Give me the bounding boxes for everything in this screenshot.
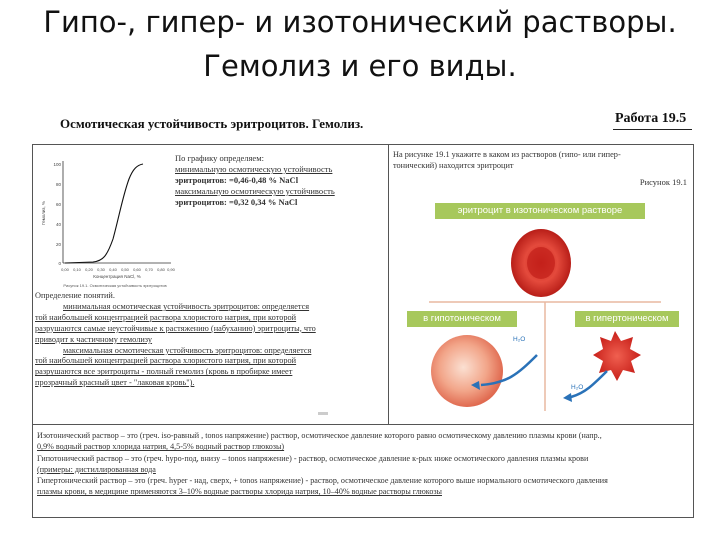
- y-tick-60: 60: [55, 202, 61, 207]
- worksheet-heading: Осмотическая устойчивость эритроцитов. Гемолиз.: [60, 116, 364, 131]
- definition-line-5: максимальная осмотическая устойчивость эритроцитов: определяется: [63, 345, 312, 355]
- y-tick-40: 40: [55, 222, 61, 227]
- x-tick-9: 0,90: [167, 267, 175, 272]
- isotonic-label-bar: эритроцит в изотоническом растворе: [435, 203, 645, 219]
- x-tick-5: 0,50: [121, 267, 129, 272]
- work-number: Работа 19.5: [613, 111, 692, 130]
- chart-y-label: Гемолиз, %: [41, 201, 46, 225]
- osmotic-resistance-chart: [35, 151, 175, 291]
- definition-line-1: минимальная осмотическая устойчивость эритроцитов: определяется: [63, 301, 310, 311]
- chart-text-line-3: эритроцитов: =0,46-0,48 % NaCl: [175, 175, 299, 185]
- hypertonic-label-bar: в гипертоническом: [575, 311, 679, 327]
- slide-title-line-2: Гемолиз и его виды.: [203, 49, 517, 83]
- definition-line-7: разрушаются все эритроциты - полный гемолиз (кровь в пробирке имеет: [35, 367, 293, 377]
- solution-def-line-4: (примеры: дистиллированная вода: [37, 464, 156, 474]
- hypertonic-erythrocyte-icon: [593, 331, 641, 381]
- erythrocyte-figure-box: [388, 144, 694, 426]
- osmotic-resistance-box: [32, 144, 394, 426]
- figure-task-line-1: На рисунке 19.1 укажите в каком из растворов (гипо- или гипер-: [393, 150, 621, 159]
- solution-def-line-3: Гипотонический раствор – это (греч. hypo-под, внизу – tonos напряжение) - раствор, осмотическое давление к-рых ниже осмотического давления плазмы крови: [37, 453, 589, 463]
- solution-def-line-5: Гипертонический раствор – это (греч. hyper - над, сверх, + tonos напряжение) - раствор, осмотическое давление которого выше нормального осмотического давления: [37, 476, 608, 486]
- water-label-1: H₂O: [513, 336, 526, 343]
- x-tick-7: 0,70: [145, 267, 153, 272]
- y-tick-0: 0: [58, 261, 61, 266]
- definition-line-6: той наибольшей концентрацией раствора хлористого натрия, при которой: [35, 356, 297, 366]
- slide-title: [0, 0, 720, 88]
- worksheet-image: [28, 106, 696, 522]
- definition-line-3: разрушаются самые неустойчивые к растяжению (набуханию) эритроциты, что: [35, 323, 316, 333]
- hypotonic-label-bar: в гипотоническом: [407, 311, 517, 327]
- figure-task-line-2: тонический) находится эритроцит: [393, 161, 514, 170]
- y-tick-100: 100: [53, 162, 61, 167]
- y-tick-20: 20: [55, 242, 61, 247]
- x-tick-6: 0,60: [133, 267, 141, 272]
- definitions-heading: Определение понятий.: [35, 291, 115, 300]
- solution-def-line-6: плазмы крови, в медицине применяются 3–10% водные растворы хлорида натрия, 10–40% водные растворы глюкозы: [37, 487, 442, 497]
- y-tick-80: 80: [55, 182, 61, 187]
- chart-reading-text: [175, 153, 389, 208]
- erythrocyte-illustration: [389, 145, 693, 425]
- definition-line-8: прозрачный красный цвет - "лаковая кровь").: [35, 378, 195, 388]
- chart-text-line-2: минимальную осмотическую устойчивость: [175, 164, 333, 174]
- definition-line-4: приводит к частичному гемолизу: [35, 334, 153, 344]
- figure-label: Рисунок 19.1: [639, 177, 687, 187]
- chart-text-line-5: эритроцитов: =0,32 0,34 % NaCl: [175, 197, 298, 207]
- x-tick-2: 0,20: [85, 267, 93, 272]
- chart-caption: Рисунок 19.1. Осмотическая устойчивость эритроцитов: [63, 283, 167, 288]
- x-tick-4: 0,40: [109, 267, 117, 272]
- chart-text-line-1: По графику определяем:: [175, 153, 264, 163]
- solutions-definitions-box: [32, 424, 694, 518]
- chart-x-label: Концентрация NaCl, %: [93, 274, 141, 279]
- definitions-block: [35, 291, 389, 389]
- solution-def-line-1: Изотонический раствор – это (греч. iso-равный , tonos напряжение) раствор, осмотическое давление которого равно осмотическому давлению плазмы крови (напр.,: [37, 431, 602, 440]
- hypotonic-erythrocyte-icon: [431, 335, 503, 407]
- solutions-definitions-text: [37, 430, 689, 498]
- x-tick-8: 0,80: [157, 267, 165, 272]
- x-tick-1: 0,10: [73, 267, 81, 272]
- definition-line-2: той наибольшей концентрацией раствора хлористого натрия, при которой: [35, 312, 297, 322]
- x-tick-0: 0,00: [61, 267, 69, 272]
- x-tick-3: 0,30: [97, 267, 105, 272]
- solution-def-line-2: 0,9% водный раствор хлорида натрия, 4,5-5% водный раствор глюкозы): [37, 442, 285, 452]
- water-label-2: H₂O: [571, 384, 584, 391]
- chart-text-line-4: максимальную осмотическую устойчивость: [175, 186, 335, 196]
- page-mark: [318, 412, 328, 415]
- hemolysis-curve: [65, 164, 143, 263]
- slide-title-line-1: Гипо-, гипер- и изотонический растворы.: [43, 5, 677, 39]
